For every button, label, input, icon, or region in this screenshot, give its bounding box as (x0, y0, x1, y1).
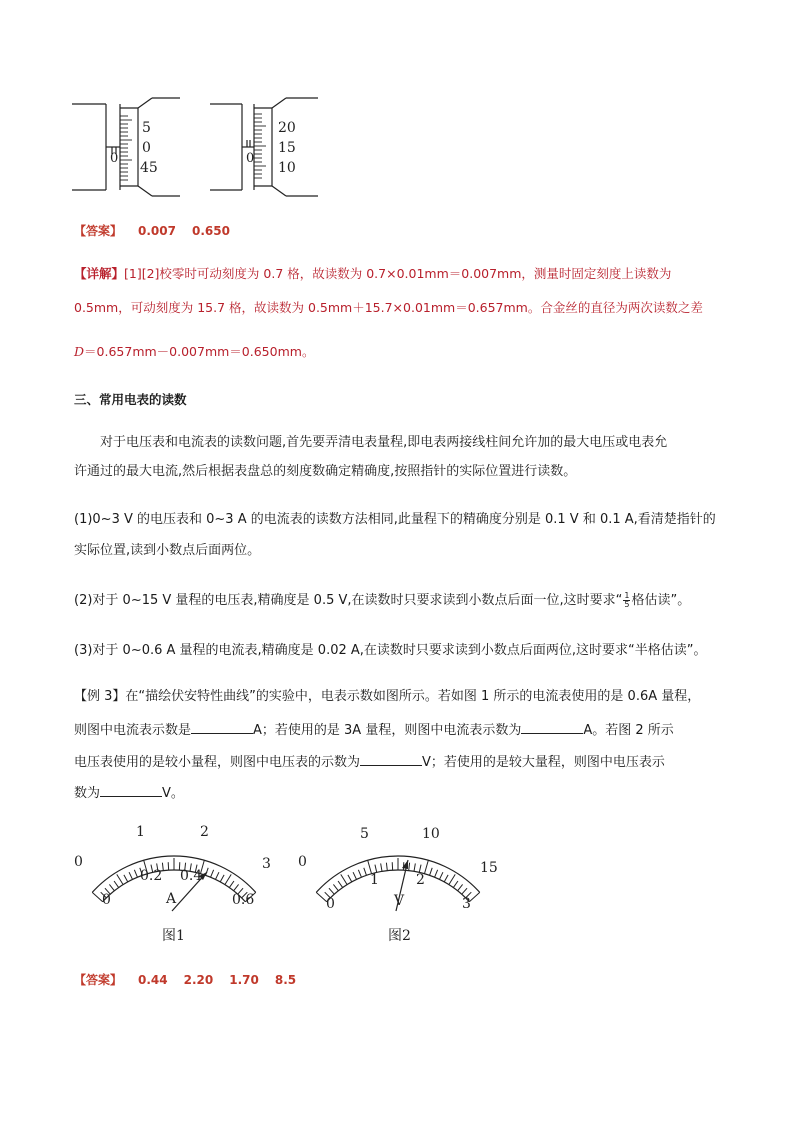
scale-tick (333, 884, 338, 890)
item-1-line-2: 实际位置,读到小数点后面两位。 (74, 543, 261, 558)
example-3-line-3 (74, 752, 665, 772)
item-2 (74, 592, 690, 610)
answer-blank[interactable] (360, 752, 422, 766)
example-3-text: A。若图 2 所示 (583, 723, 674, 738)
scale-tick (129, 872, 132, 879)
scale-tick (435, 870, 438, 877)
ammeter-bottom-label: 0.4 (180, 868, 203, 884)
voltmeter-bottom-label: 2 (416, 872, 425, 888)
scale-tick (109, 884, 114, 890)
scale-tick (458, 884, 463, 890)
scale-tick (338, 881, 343, 888)
ammeter-caption: 图1 (162, 928, 185, 944)
scale-tick (341, 874, 347, 884)
micrometer-1-label-mid: 0 (142, 140, 151, 156)
item-2-text: (2)对于 0~15 V 量程的电压表,精确度是 0.5 V,在读数时只要求读到小数点后面一位,这时要求“ (74, 593, 623, 608)
answer-1-value: 0.650 (191, 224, 230, 238)
detail-line-1 (74, 266, 671, 282)
micrometer-figures (60, 92, 340, 202)
micrometer-2-label-mid: 15 (278, 140, 296, 156)
scale-tick (386, 863, 387, 871)
micrometer-1-label-top: 5 (142, 120, 151, 136)
scale-tick (453, 881, 458, 888)
scale-tick (206, 868, 209, 876)
example-3-text: V；若使用的是较大量程，则图中电压表示 (422, 755, 665, 770)
micrometer-1-label-bottom: 45 (140, 160, 158, 176)
scale-tick (229, 881, 234, 888)
ammeter-bottom-label: 0.6 (232, 892, 255, 908)
scale-tick (215, 872, 218, 879)
voltmeter-top-label: 15 (480, 860, 498, 876)
voltmeter-top-label: 10 (422, 826, 440, 842)
voltmeter-unit: V (394, 893, 405, 909)
intro-line-2: 许通过的最大电流,然后根据表盘总的刻度数确定精确度,按照指针的实际位置进行读数。 (74, 464, 577, 479)
example-3-text: 电压表使用的是较小量程，则图中电压表的示数为 (74, 755, 361, 770)
ammeter-bottom-label: 0 (102, 892, 111, 908)
item-2-text-end: 格估读”。 (631, 593, 691, 608)
ammeter-unit: A (166, 891, 177, 907)
example-3-text: V。 (162, 786, 184, 801)
scale-tick (225, 874, 231, 884)
answer-2 (74, 971, 296, 988)
detail-line-2: 0.5mm，可动刻度为 15.7 格，故读数为 0.5mm＋15.7×0.01mm＝0.657mm。合金丝的直径为两次读数之差 (74, 300, 703, 315)
voltmeter-bottom-label: 1 (370, 872, 379, 888)
ammeter-bottom-label: 0.2 (140, 868, 163, 884)
example-3-text: A；若使用的是 3A 量程，则图中电流表示数为 (253, 723, 522, 738)
answer-2-tag: 【答案】 (74, 973, 123, 987)
scale-tick (353, 872, 356, 879)
scale-tick (424, 860, 428, 873)
scale-tick (329, 888, 334, 894)
answer-2-value: 0.44 (138, 973, 168, 987)
micrometer-1-ticks (120, 116, 132, 180)
answer-1-tag: 【答案】 (74, 224, 123, 238)
scale-tick (234, 884, 239, 890)
one-fifth-fraction (623, 592, 630, 609)
example-3-line-2 (74, 720, 674, 740)
voltmeter-bottom-label: 3 (462, 896, 471, 912)
ammeter-top-label: 3 (262, 856, 271, 872)
ammeter-top-label: 2 (200, 824, 209, 840)
micrometer-2 (210, 98, 318, 196)
answer-1-value: 0.007 (138, 224, 176, 238)
micrometer-2-zero: 0 (246, 151, 255, 166)
scale-tick (220, 875, 224, 882)
example-3-text: 数为 (74, 786, 101, 801)
scale-tick (211, 870, 214, 877)
detail-line-3 (74, 344, 314, 360)
scale-tick (462, 888, 467, 894)
answer-2-value: 1.70 (229, 973, 259, 987)
scale-tick (444, 875, 448, 882)
micrometer-1 (72, 98, 180, 196)
scale-tick (134, 870, 137, 877)
example-3-text: 则图中电流表示数是 (74, 723, 192, 738)
scale-tick (439, 872, 442, 879)
fraction-numerator: 1 (624, 591, 630, 600)
ammeter-figure (62, 816, 292, 951)
scale-tick (114, 881, 119, 888)
voltmeter-top-label: 5 (360, 826, 369, 842)
example-3-line-1 (74, 688, 700, 706)
scale-tick (364, 868, 367, 876)
diameter-symbol: D (74, 344, 85, 359)
micrometer-1-zero: 0 (110, 151, 119, 166)
voltmeter-top-label: 0 (298, 854, 307, 870)
scale-tick (449, 874, 455, 884)
scale-tick (414, 863, 415, 871)
answer-blank[interactable] (100, 783, 162, 797)
detail-text: ＝0.657mm－0.007mm＝0.650mm。 (84, 344, 315, 359)
scale-tick (430, 868, 433, 876)
scale-tick (409, 863, 410, 871)
answer-blank[interactable] (191, 720, 253, 734)
example-3-text: 在“描绘伏安特性曲线”的实验中，电表示数如图所示。若如图 1 所示的电流表使用的是 0.6A 量程， (125, 689, 701, 704)
scale-tick (124, 875, 128, 882)
scale-tick (381, 863, 382, 871)
detail-text: [1][2]校零时可动刻度为 0.7 格，故读数为 0.7×0.01mm＝0.007mm，测量时固定刻度上读数为 (124, 266, 672, 281)
answer-1 (74, 222, 230, 239)
fraction-denominator: 5 (624, 600, 630, 609)
answer-blank[interactable] (521, 720, 583, 734)
micrometer-2-label-bottom: 10 (278, 160, 296, 176)
ammeter-top-label: 1 (136, 824, 145, 840)
micrometer-2-ticks (254, 114, 266, 178)
voltmeter-caption: 图2 (388, 928, 411, 944)
example-3-line-4 (74, 783, 184, 803)
micrometer-2-label-top: 20 (278, 120, 296, 136)
voltmeter-figure (286, 816, 516, 951)
section-title: 三、常用电表的读数 (74, 392, 187, 407)
scale-tick (358, 870, 361, 877)
answer-2-value: 8.5 (274, 973, 297, 987)
answer-2-value: 2.20 (183, 973, 214, 987)
scale-tick (162, 863, 163, 871)
voltmeter-needle-tip (402, 860, 408, 869)
scale-tick (348, 875, 352, 882)
intro-line-1: 对于电压表和电流表的读数问题,首先要弄清电表量程,即电表两接线柱间允许加的最大电压或电表允 (100, 435, 668, 450)
ammeter-top-label: 0 (74, 854, 83, 870)
item-1-line-1: (1)0~3 V 的电压表和 0~3 A 的电流表的读数方法相同,此量程下的精确度分别是 0.1 V 和 0.1 A,看清楚指针的 (74, 512, 716, 527)
voltmeter-bottom-label: 0 (326, 896, 335, 912)
scale-tick (117, 874, 123, 884)
detail-tag: 【详解】 (74, 266, 125, 281)
item-3: (3)对于 0~0.6 A 量程的电流表,精确度是 0.02 A,在读数时只要求读到小数点后面两位,这时要求“半格估读”。 (74, 643, 707, 658)
example-3-tag: 【例 3】 (74, 689, 126, 704)
